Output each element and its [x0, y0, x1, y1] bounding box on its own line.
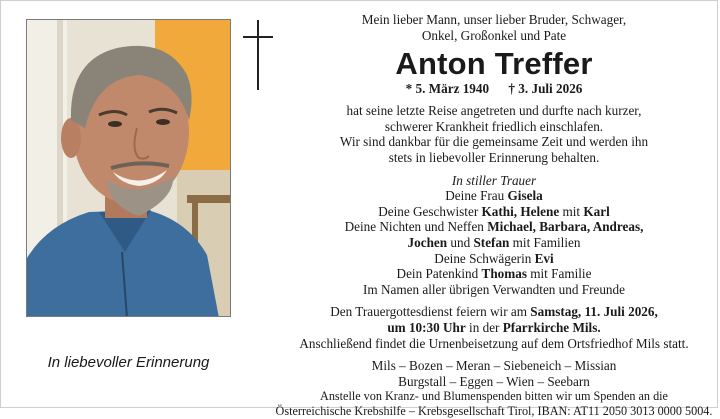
donation-line: Anstelle von Kranz- und Blumenspenden bitten wir um Spenden an die	[320, 389, 668, 404]
text-line: hat seine letzte Reise angetreten und durfte nach kurzer,	[346, 103, 642, 119]
mourner-line: Deine Schwägerin Evi	[434, 250, 554, 266]
service-line: Den Trauergottesdienst feiern wir am Samstag, 11. Juli 2026,	[330, 304, 658, 320]
mourner-line: Dein Patenkind Thomas mit Familie	[396, 266, 592, 282]
intro-line: Onkel, Großonkel und Pate	[421, 27, 567, 43]
birth-date: * 5. März 1940	[405, 81, 490, 97]
text-line: schwerer Krankheit friedlich einschlafen.	[384, 118, 604, 134]
mourning-title: In stiller Trauer	[451, 172, 537, 188]
memory-caption: In liebevoller Erinnerung	[47, 354, 210, 371]
mourner-line: Im Namen aller übrigen Verwandten und Freunde	[363, 281, 625, 297]
mourner-line: Deine Frau Gisela	[445, 188, 543, 204]
donation-line: Österreichische Krebshilfe – Krebsgesellschaft Tirol, IBAN: AT11 2050 3013 0000 5004.	[275, 404, 713, 419]
mourner-line: Deine Nichten und Neffen Michael, Barbara, Andreas,	[344, 219, 644, 235]
life-dates	[268, 81, 720, 97]
places-line: Burgstall – Eggen – Wien – Seebarn	[398, 373, 590, 389]
places-line: Mils – Bozen – Meran – Siebeneich – Missian	[371, 358, 617, 374]
deceased-name: Anton Treffer	[395, 46, 593, 82]
mourner-line: Jochen und Stefan mit Familien	[407, 234, 581, 250]
portrait-photo	[26, 19, 231, 317]
death-date: † 3. Juli 2026	[508, 81, 583, 97]
text-line: stets in liebevoller Erinnerung behalten.	[388, 149, 600, 165]
notice-text	[268, 12, 720, 419]
service-line: um 10:30 Uhr in der Pfarrkirche Mils.	[387, 319, 601, 335]
mourner-line: Deine Geschwister Kathi, Helene mit Karl	[378, 203, 610, 219]
text-line: Wir sind dankbar für die gemeinsame Zeit und werden ihn	[339, 134, 649, 150]
intro-line: Mein lieber Mann, unser lieber Bruder, Schwager,	[361, 12, 627, 27]
service-line: Anschließend findet die Urnenbeisetzung auf dem Ortsfriedhof Mils statt.	[299, 335, 689, 351]
